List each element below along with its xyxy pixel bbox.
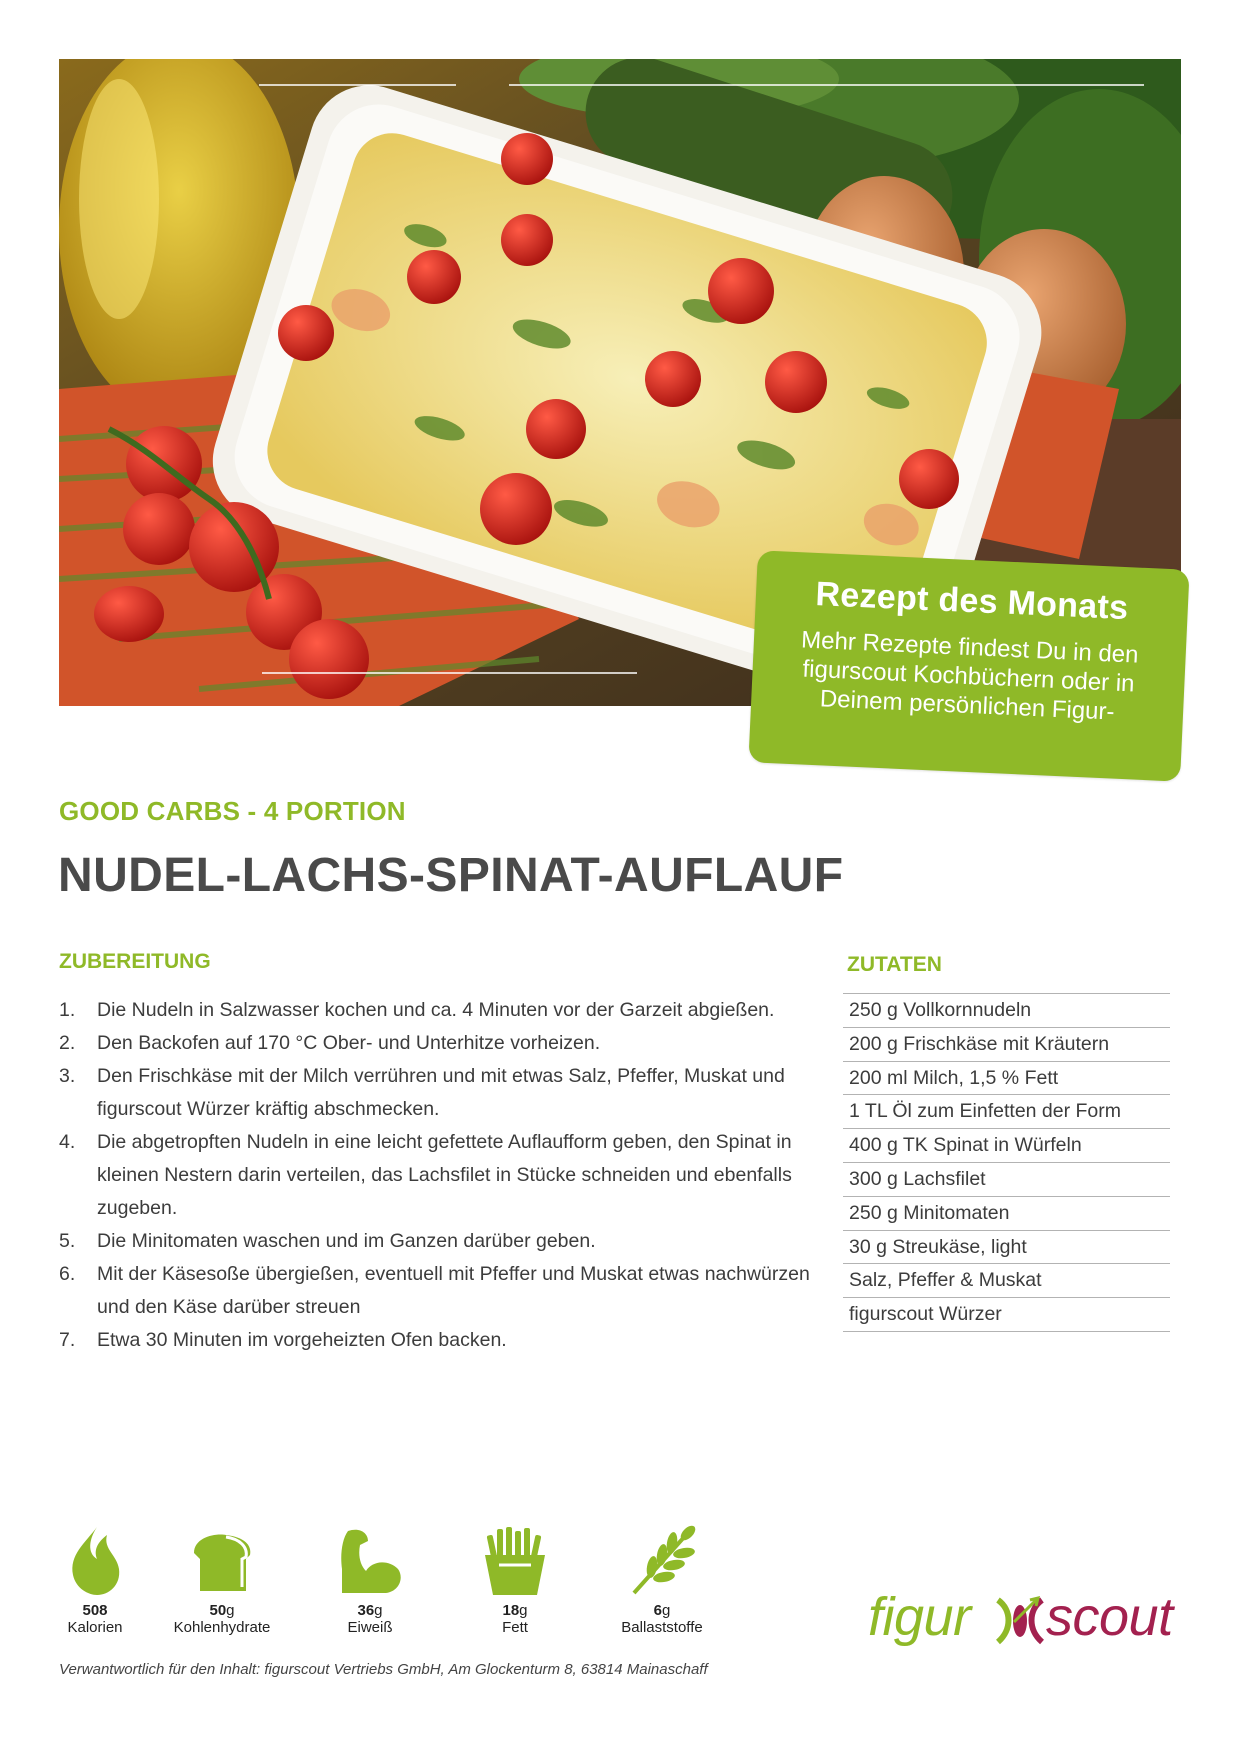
nutrition-value: 6g [653, 1602, 671, 1619]
recipe-title: NUDEL-LACHS-SPINAT-AUFLAUF [58, 849, 844, 902]
nutrition-label: Ballaststoffe [621, 1619, 703, 1636]
nutrition-label: Kohlenhydrate [173, 1619, 271, 1636]
preparation-section [59, 950, 819, 1357]
step-text: Den Frischkäse mit der Milch verrühren und mit etwas Salz, Pfeffer, Muskat und figurscout Würzer kräftig abschmecken. [97, 1065, 785, 1120]
recipe-category: GOOD CARBS - 4 PORTION [59, 796, 406, 826]
step-number: 2. [59, 1032, 76, 1054]
ingredient-item: 250 g Vollkornnudeln [843, 994, 1170, 1028]
step-text: Den Backofen auf 170 °C Ober- und Unterhitze vorheizen. [97, 1032, 601, 1054]
step-text: Mit der Käsesoße übergießen, eventuell mit Pfeffer und Muskat etwas nachwürzen und den Käse darüber streuen [97, 1263, 810, 1318]
figurscout-logo: figur scout [868, 1587, 1173, 1647]
nutrition-fat [440, 1525, 590, 1637]
ingredient-item: 200 ml Milch, 1,5 % Fett [843, 1062, 1170, 1096]
ingredient-item: 200 g Frischkäse mit Kräutern [843, 1028, 1170, 1062]
footer-legal: Verwantwortlich für den Inhalt: figurscout Vertriebs GmbH, Am Glockenturm 8, 63814 Mainaschaff [59, 1661, 708, 1678]
step-item [59, 1258, 819, 1324]
fries-icon [479, 1525, 551, 1597]
nutrition-value: 18g [502, 1602, 528, 1619]
step-item [59, 1225, 819, 1258]
nutrition-protein [295, 1525, 445, 1637]
ingredients-section [843, 953, 1170, 1332]
nutrition-label: Fett [502, 1619, 528, 1636]
step-text: Etwa 30 Minuten im vorgeheizten Ofen backen. [97, 1329, 507, 1351]
flame-icon [63, 1525, 127, 1597]
step-item [59, 1027, 819, 1060]
step-number: 1. [59, 999, 76, 1021]
nutrition-carbs [147, 1525, 297, 1637]
nutrition-value: 36g [357, 1602, 383, 1619]
nutrition-value: 508 [82, 1602, 108, 1619]
nutrition-label: Eiweiß [347, 1619, 393, 1636]
step-item [59, 1324, 819, 1357]
callout-title: Rezept des Monats [814, 574, 1130, 628]
wheat-icon [626, 1525, 698, 1597]
step-text: Die abgetropften Nudeln in eine leicht gefettete Auflaufform geben, den Spinat in kleinen Nestern darin verteilen, das Lachsfilet in Stücke schneiden und ebenfalls zugeben. [97, 1131, 792, 1219]
ingredient-item: 400 g TK Spinat in Würfeln [843, 1129, 1170, 1163]
ingredient-item: 300 g Lachsfilet [843, 1163, 1170, 1197]
preparation-heading: ZUBEREITUNG [59, 950, 211, 973]
step-number: 3. [59, 1065, 76, 1087]
step-number: 6. [59, 1263, 76, 1285]
step-text: Die Minitomaten waschen und im Ganzen darüber geben. [97, 1230, 596, 1252]
ingredients-heading: ZUTATEN [847, 953, 942, 976]
bread-icon [186, 1525, 258, 1597]
ingredient-item: Salz, Pfeffer & Muskat [843, 1264, 1170, 1298]
muscle-arm-icon [334, 1525, 406, 1597]
step-number: 7. [59, 1329, 76, 1351]
logo-mark-icon [992, 1592, 1048, 1648]
nutrition-fiber [587, 1525, 737, 1637]
nutrition-value: 50g [209, 1602, 235, 1619]
preparation-steps [59, 994, 819, 1357]
ingredients-list [843, 993, 1170, 1332]
ingredient-item: figurscout Würzer [843, 1298, 1170, 1332]
ingredient-item: 250 g Minitomaten [843, 1197, 1170, 1231]
step-item [59, 1126, 819, 1225]
nutrition-label: Kalorien [67, 1619, 123, 1636]
step-item [59, 1060, 819, 1126]
ingredient-item: 30 g Streukäse, light [843, 1231, 1170, 1265]
step-number: 4. [59, 1131, 76, 1153]
recipe-of-month-callout [748, 550, 1189, 781]
step-number: 5. [59, 1230, 76, 1252]
step-item [59, 994, 819, 1027]
step-text: Die Nudeln in Salzwasser kochen und ca. 4 Minuten vor der Garzeit abgießen. [97, 999, 775, 1021]
callout-text: Mehr Rezepte findest Du in den figurscout Kochbüchern oder in Deinem persönlichen Figur- [800, 626, 1140, 726]
ingredient-item: 1 TL Öl zum Einfetten der Form [843, 1095, 1170, 1129]
